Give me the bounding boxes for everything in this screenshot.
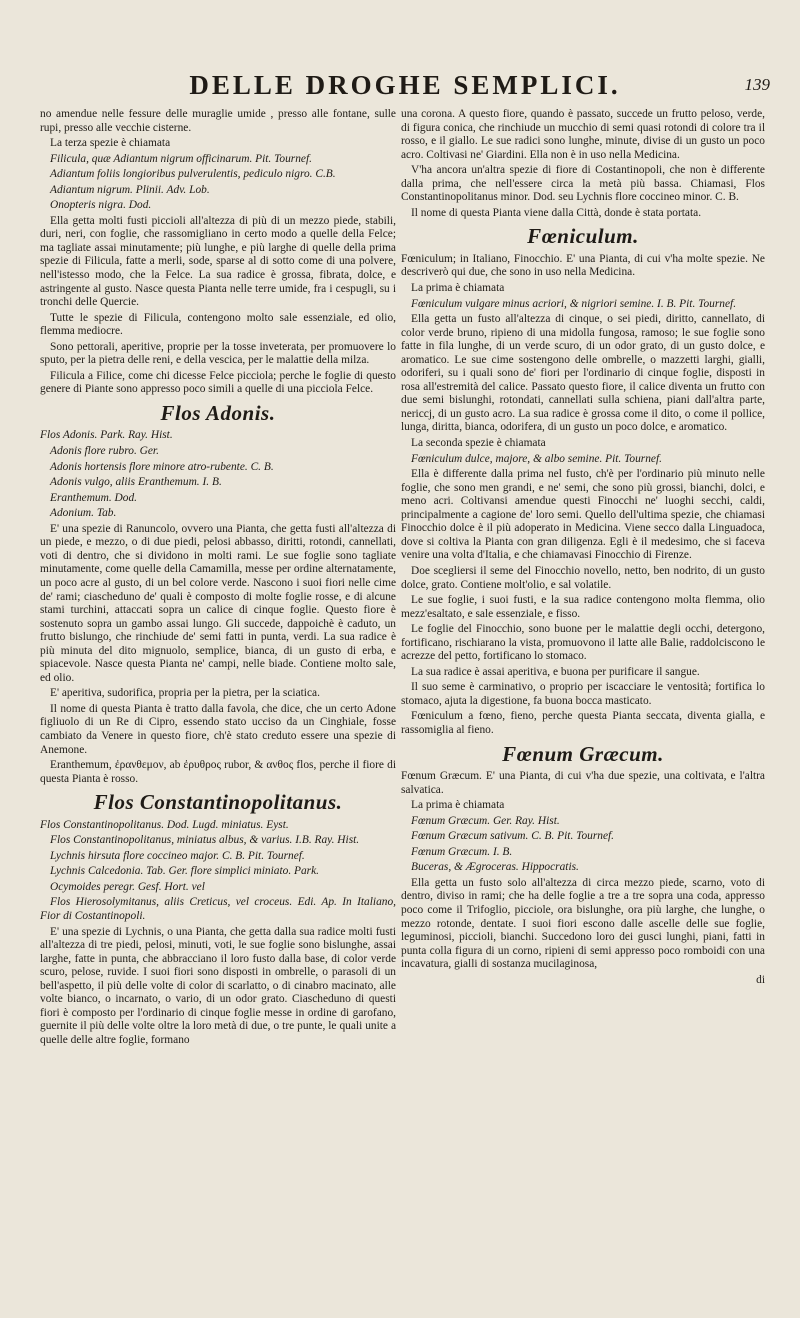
right-column	[401, 108, 765, 987]
paragraph: Fœniculum; in Italiano, Finocchio. E' una Pianta, di cui v'ha molte spezie. Ne descriverò qui due, che sono in uso nella Medicina.	[401, 252, 765, 279]
paragraph: Fœnum Græcum. E' una Pianta, di cui v'ha due spezie, una coltivata, e l'altra salvatica.	[401, 770, 765, 796]
page-number: 139	[744, 75, 770, 94]
paragraph: La prima è chiamata	[411, 799, 505, 812]
page-header	[40, 70, 770, 104]
left-column	[40, 108, 396, 1049]
paragraph: Le foglie del Finocchio, sono buone per le malattie degli occhi, detergono, fortificano, rischiarano la vista, promuovono il latte alle Balie, raddolciscono le acrezze del petto, fortificano lo stomaco.	[401, 623, 765, 663]
synonym-line: Adiantum foliis longioribus pulverulentis, pediculo nigro. C.B.	[50, 168, 336, 181]
running-title: DELLE DROGHE SEMPLICI.	[189, 70, 621, 100]
paragraph: Il suo seme è carminativo, o proprio per iscacciare le ventosità; fortifica lo stomaco, ajuta la digestione, fa buona bocca masticato.	[401, 681, 765, 707]
paragraph: Il nome di questa Pianta viene dalla Città, donde è stata portata.	[411, 206, 702, 219]
synonym-line: Flos Adonis. Park. Ray. Hist.	[40, 429, 173, 442]
paragraph: Ella getta un fusto solo all'altezza di circa mezzo piede, scarno, voto di dentro, diviso in rami; che ha delle foglie a tre a tre sopra una coda, appresso poco come il Trifoglio, picciole, ora bislunghe, ora più larghe, che lunghe, o mezzo rotonde, dentate. I suoi fiori escono dalle ascelle delle sue foglie, leguminosi, piccioli, bianchi. Succedono loro dei gusci lunghi, piani, fatti in punta colla figura di un corno, ripieni di semi appresso poco romboidi con una incavatura, gialli di sostanza mucilaginosa,	[401, 876, 765, 971]
synonym-line: Fœnum Græcum sativum. C. B. Pit. Tournef.	[411, 830, 615, 843]
paragraph: E' aperitiva, sudorifica, propria per la pietra, per la sciatica.	[50, 687, 320, 700]
section-heading-flos-constantinopolitanus: Flos Constantinopolitanus.	[93, 790, 343, 815]
synonym-line: Adonis hortensis flore minore atro-rubente. C. B.	[50, 460, 274, 473]
paragraph: E' una spezie di Lychnis, o una Pianta, che getta dalla sua radice molti fusti all'altezza di tre piedi, pelosi, minuti, voti, le sue foglie sono bislunghe, assai larghe, fatte in punta, che abbracciano il loro fusto dalla base, di color verde scuro, pelose, ruvide. I suoi fiori sono disposti in ombrelle, o parasoli di un bell'aspetto, il più delle volte di color di scarlatto, o di cinabro macinato, alle volte bianco, o incarnato, o vario, di un odor grato. Ciascheduno di questi fiori è composto per l'ordinario di cinque foglie messe in ordine di garofano, guernite il più delle volte oltre la loro metà di due, o tre punte, le quali unite a quelle delle altre foglie, formano	[40, 925, 396, 1046]
paragraph: La seconda spezie è chiamata	[411, 437, 546, 450]
synonym-line: Buceras, & Ægroceras. Hippocratis.	[411, 861, 579, 874]
synonym-line: Lychnis Calcedonia. Tab. Ger. flore simplici miniato. Park.	[50, 865, 320, 878]
paragraph: La sua radice è assai aperitiva, e buona per purificare il sangue.	[411, 665, 700, 678]
paragraph: La terza spezie è chiamata	[50, 137, 171, 150]
paragraph: Ella è differente dalla prima nel fusto, ch'è per l'ordinario più minuto nelle foglie, che sono men grandi, e ne' semi, che sono più grossi, bianchi, dolci, e meno acri. Coltivansi amendue questi Finocchi ne' luoghi secchi, caldi, principalmente a cagione de' loro semi. Quello dell'ultima spezie, che chiamasi Finocchio dolce è il più adoperato in Medicina. Viene secco dalla Linguadoca, dove si coltiva la Pianta con gran diligenza. Egli è il medesimo, che si faceva venire una volta d'Italia, e che chiamavasi Finocchio di Firenze.	[401, 468, 765, 562]
synonym-line: Ocymoides peregr. Gesf. Hort. vel	[50, 880, 205, 893]
synonym-line: Flos Hierosolymitanus, aliis Creticus, vel croceus. Edi. Ap. In Italiano, Fior di Costantinopoli.	[40, 896, 396, 922]
synonym-line: Adonis flore rubro. Ger.	[50, 445, 159, 458]
synonym-line: Lychnis hirsuta flore coccineo major. C. B. Pit. Tournef.	[50, 849, 305, 862]
paragraph: Sono pettorali, aperitive, proprie per la tosse inveterata, per promuovere lo sputo, per la pietra delle reni, e della vescica, per le malattie della milza.	[40, 340, 396, 367]
synonym-line: Fœniculum vulgare minus acriori, & nigriori semine. I. B. Pit. Tournef.	[411, 297, 737, 310]
paragraph: Le sue foglie, i suoi fusti, e la sua radice contengono molta flemma, olio mezz'esaltato, e sale essenziale, e fisso.	[401, 594, 765, 620]
paragraph: Eranthemum, ἐρανθεμον, ab ἐρυθρος rubor, & ανθος flos, perche il fiore di questa Pianta è rosso.	[40, 759, 396, 785]
paragraph: E' una spezie di Ranuncolo, ovvero una Pianta, che getta fusti all'altezza di un piede, e mezzo, o di due piedi, pelosi abbasso, diritti, rotondi, cannellati, voti di dentro, che si dividono in molti rami. Le sue foglie sono tagliate minutamente, come quelle della Camamilla, messe per ordine alternatamente, un poco acre al gusto, di un bel colore verde. Nascono i suoi fiori nelle cime de' rami; ciascheduno de' quali è composto di molte foglie rosse, e di alcune stami turchini, attaccati sopra un calice di cinque foglie. Questo fiore è sostenuto sopra un gambo assai lungo. Gli succede, dappoichè è caduto, un frutto bislungo, che rinchiude de' semi fatti in punta, verdi. La sua radice è più minuta del dito mignuolo, semplice, bianca, di un gusto di erba, e spiacevole. Nasce questa Pianta ne' campi, nelle biade. Contiene molto sale, ed olio.	[40, 522, 396, 684]
synonym-line: Flos Constantinopolitanus. Dod. Lugd. miniatus. Eyst.	[40, 818, 289, 831]
section-heading-flos-adonis: Flos Adonis.	[160, 400, 276, 425]
paragraph: Ella getta un fusto all'altezza di cinque, o sei piedi, diritto, cannellato, di color verde bruno, ripieno di una midolla fungosa, ramoso; le sue foglie sono fatte in fila lunghe, di un verde scuro, di un odor grato, di un gusto dolce, e aromatico. Le sue cime sostengono delle ombrelle, o mazzetti larghi, gialli, odoriferi, su i quali sono de' fiori per l'ordinario di cinque foglie, disposti in rosa all'estremità del calice. Passato questo fiore, il calice diventa un frutto con due semi bislunghi, rotondati, cannellati sulla schiena, piani dall'altra parte, nericcj, di un gusto acro. La sua radice è grossa come il dito, o come il pollice, lunga, diritta, bianca, odorifera, di un gusto un poco dolce, e aromatico.	[401, 313, 765, 434]
paragraph: una corona. A questo fiore, quando è passato, succede un frutto peloso, verde, di figura conica, che rinchiude un mucchio di semi quasi rotondi di colore tra il rosso, e il giallo. Le sue radici sono lunghe, minute, divise di un gusto un poco acro. Coltivasi ne' Giardini. Ella non è in uso nella Medicina.	[401, 108, 765, 161]
section-heading-foenum-graecum: Fœnum Græcum.	[502, 741, 664, 766]
synonym-line: Fœniculum dulce, majore, & albo semine. Pit. Tournef.	[411, 452, 662, 465]
paragraph: La prima è chiamata	[411, 282, 505, 295]
synonym-line: Adonis vulgo, aliis Eranthemum. I. B.	[50, 476, 222, 489]
paragraph: Fœniculum a fœno, fieno, perche questa Pianta seccata, diventa gialla, e rassomiglia al fieno.	[401, 710, 765, 736]
synonym-line: Adonium. Tab.	[50, 507, 117, 520]
section-heading-foeniculum: Fœniculum.	[527, 224, 639, 249]
paragraph: no amendue nelle fessure delle muraglie umide , presso alle fontane, sulle rupi, presso alle vecchie cisterne.	[40, 108, 396, 134]
synonym-line: Filicula, quæ Adiantum nigrum officinarum. Pit. Tournef.	[50, 152, 312, 165]
paragraph: V'ha ancora un'altra spezie di fiore di Costantinopoli, che non è differente dalla prima, che nell'essere circa la metà più bassa. Chiamasi, Flos Constantinopolitanus minor. Dod. seu Lychnis flore coccineo minor. C. B.	[401, 164, 765, 204]
synonym-line: Fœnum Græcum. I. B.	[411, 845, 513, 858]
synonym-line: Fœnum Græcum. Ger. Ray. Hist.	[411, 814, 560, 827]
paragraph: Filicula a Filice, come chi dicesse Felce picciola; perche le foglie di questo genere di Piante sono appresso poco simili a quelle di una picciola Felce.	[40, 369, 396, 396]
synonym-line: Flos Constantinopolitanus, miniatus albus, & varius. I.B. Ray. Hist.	[50, 834, 360, 847]
paragraph: Tutte le spezie di Filicula, contengono molto sale essenziale, ed olio, flemma mediocre.	[40, 311, 396, 338]
paragraph: Ella getta molti fusti piccioli all'altezza di più di un mezzo piede, stabili, duri, neri, con foglie, che rassomigliano in certo modo a quelle della Felce; ma tagliate assai minutamente; più lunghe, e più larghe di quelle della prima spezie di Filicula, fatte a merli, sode, sparse al di sotto come di una polvere, nell'istesso modo, che la Felce. La sua radice è grossa, fibrata, dolce, e astringente al gusto. Nasce questa Pianta nelle terre umide, fra i cespugli, su i tronchi delle Quercie.	[40, 214, 396, 309]
synonym-line: Onopteris nigra. Dod.	[50, 199, 152, 212]
synonym-line: Adiantum nigrum. Plinii. Adv. Lob.	[50, 183, 210, 196]
paragraph: Doe scegliersi il seme del Finocchio novello, netto, ben nodrito, di un gusto dolce, grato. Contiene molt'olio, e sal volatile.	[401, 564, 765, 591]
paragraph: Il nome di questa Pianta è tratto dalla favola, che dice, che un certo Adone figliuolo di un Re di Cipro, essendo stato ucciso da un Cinghiale, fosse cambiato da Venere in questo fiore, ch'è stato creduto essere una spezie di Anemone.	[40, 702, 396, 756]
catchword: di	[756, 973, 765, 986]
synonym-line: Eranthemum. Dod.	[50, 491, 138, 504]
